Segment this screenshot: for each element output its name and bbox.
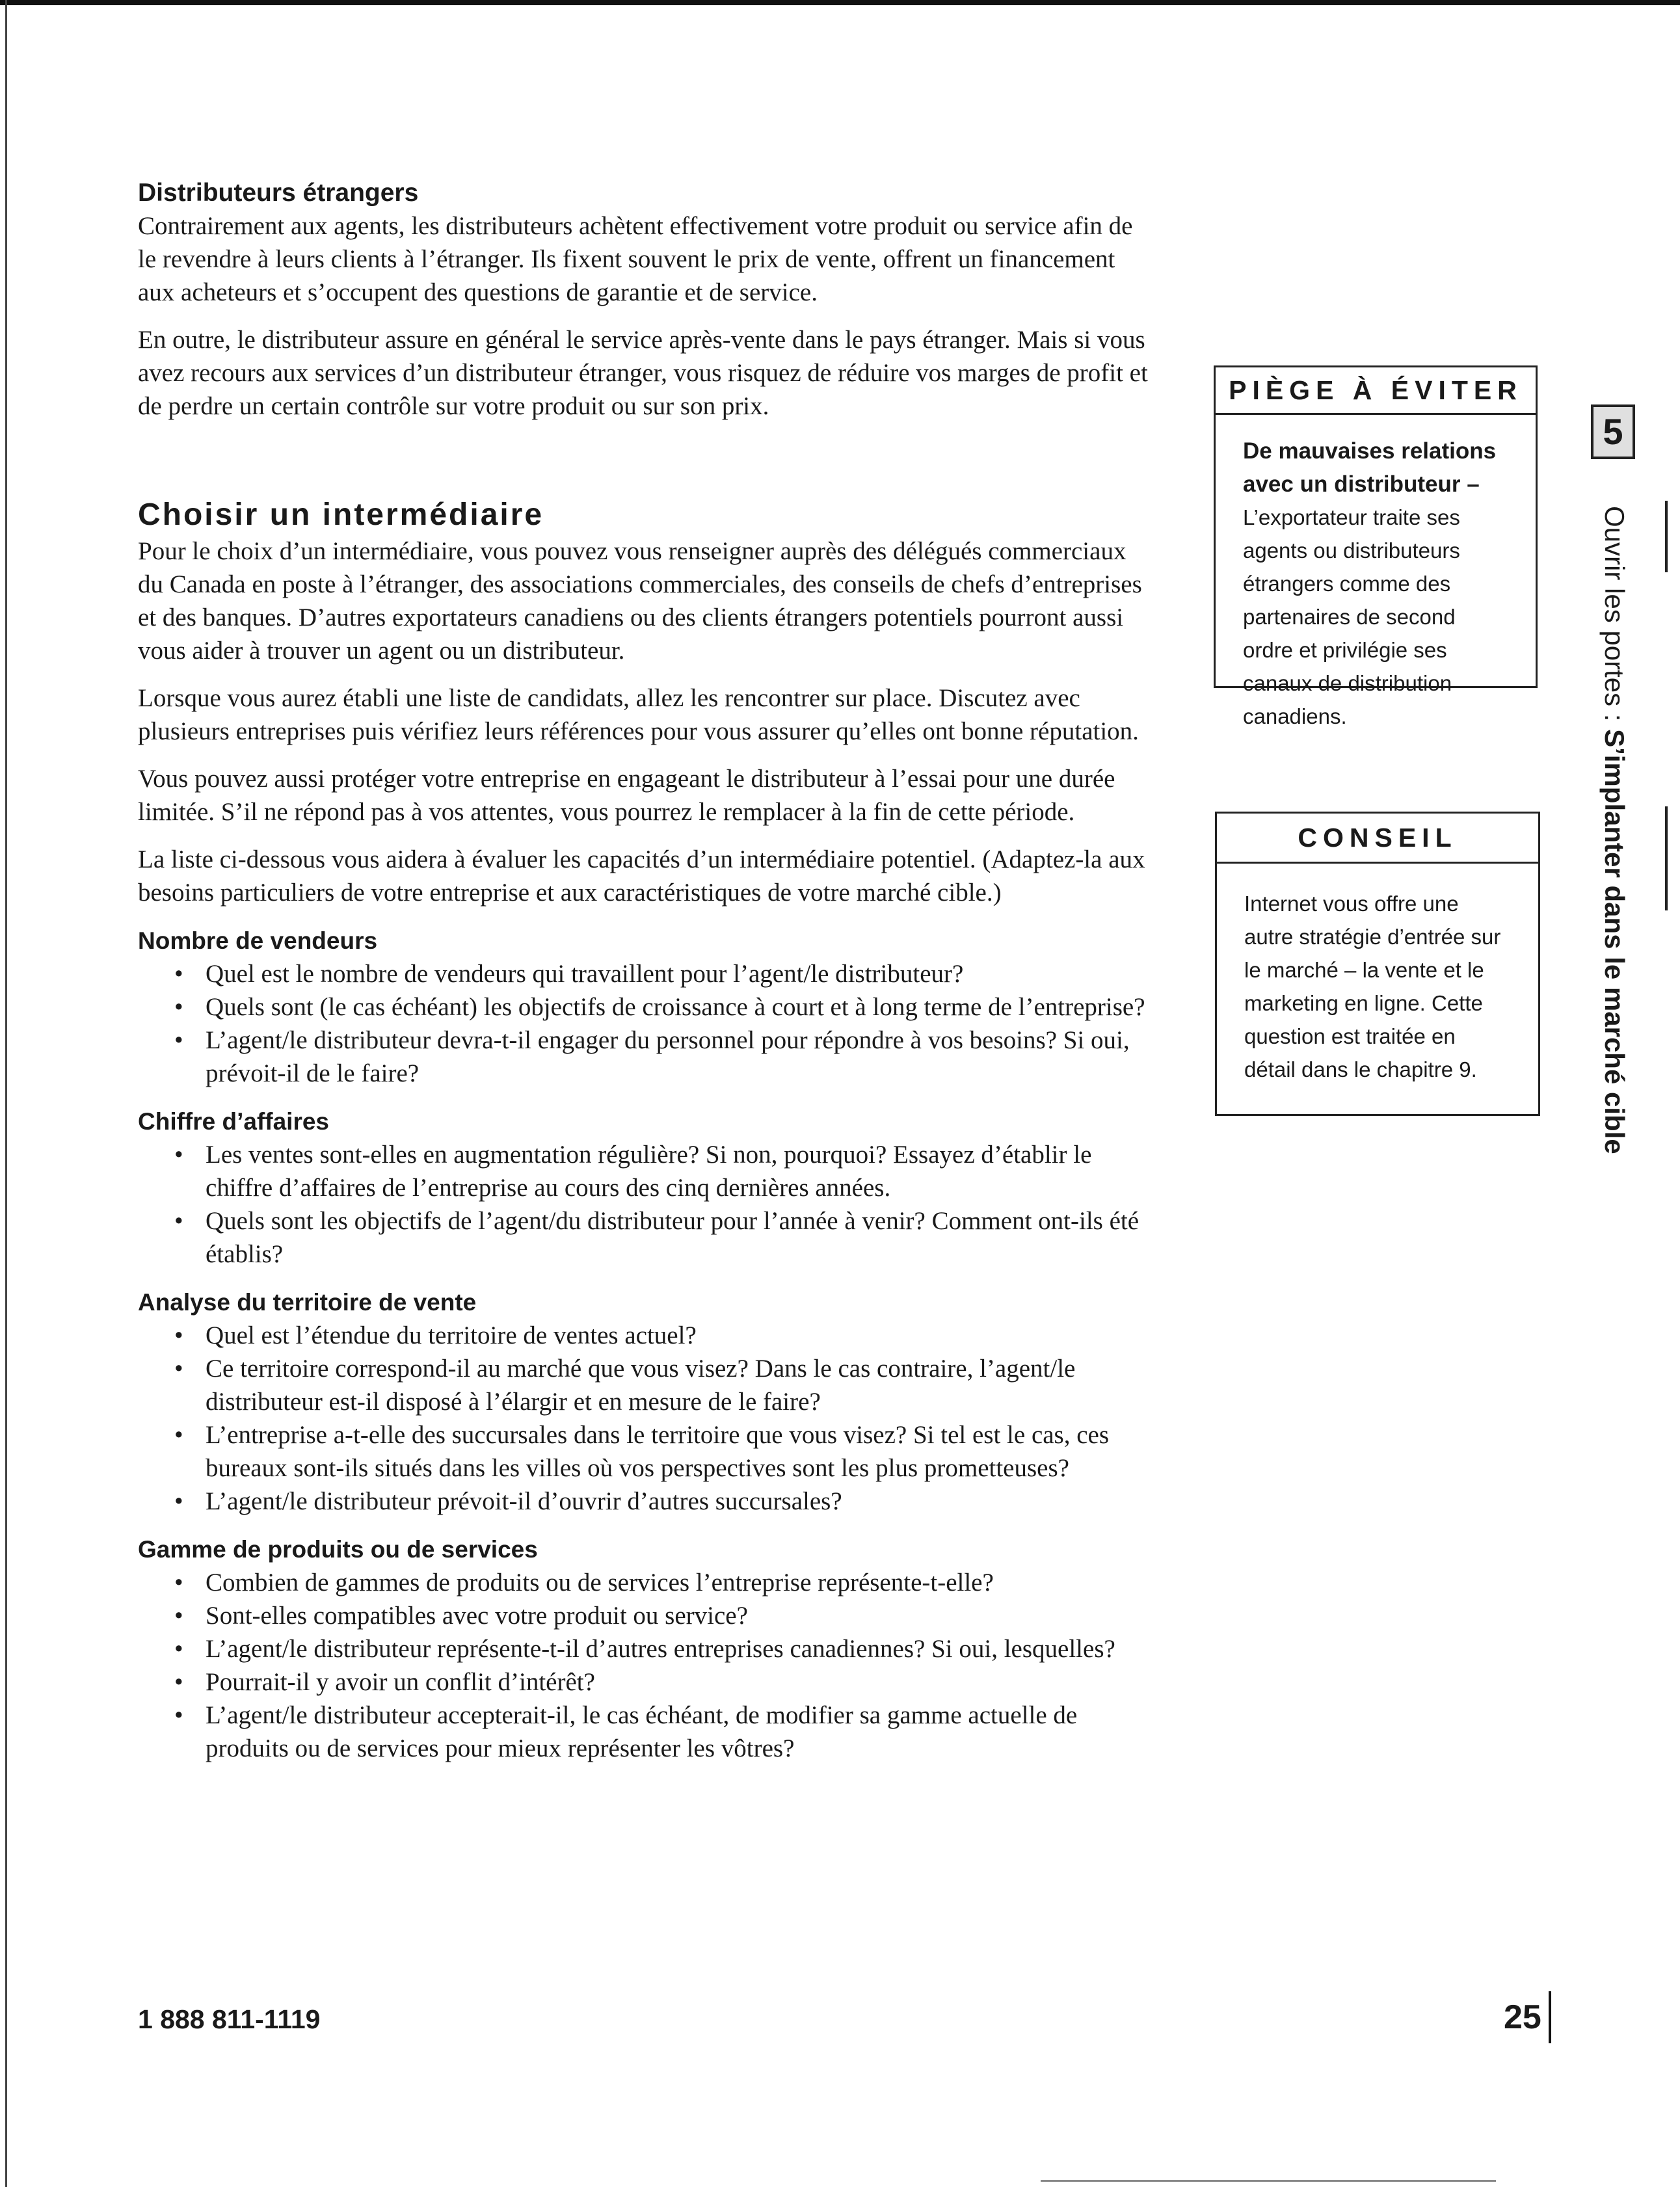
chapter-side-bold: S’implanter dans le marché cible xyxy=(1599,729,1630,1154)
page-number-bar xyxy=(1549,1991,1551,2043)
list-item: • Sont-elles compatibles avec votre produit ou service? xyxy=(206,1599,1153,1632)
chapter-number-badge: 5 xyxy=(1591,404,1635,459)
tip-box-title: CONSEIL xyxy=(1217,814,1538,864)
list-item: • Les ventes sont-elles en augmentation régulière? Si non, pourquoi? Essayez d’établir le chiffre d’affaires de l’entreprise au cours des cinq dernières années. xyxy=(206,1138,1153,1204)
section-heading-distributors: Distributeurs étrangers xyxy=(138,179,419,207)
side-divider xyxy=(1665,501,1668,572)
paragraph: Vous pouvez aussi protéger votre entreprise en engageant le distributeur à l’essai pour une durée limitée. S’il ne répond pas à vos attentes, vous pourrez le remplacer à la fin de cette période. xyxy=(138,765,1115,826)
chapter-side-light: Ouvrir les portes : xyxy=(1599,506,1630,722)
list-item: • L’agent/le distributeur représente-t-il d’autres entreprises canadiennes? Si oui, lesquelles? xyxy=(206,1632,1153,1665)
list-item: • Ce territoire correspond-il au marché que vous visez? Dans le cas contraire, l’agent/le distributeur est-il disposé à l’élargir et en mesure de le faire? xyxy=(206,1352,1153,1418)
bullet-list xyxy=(138,1319,1153,1518)
tip-box-text: Internet vous offre une autre stratégie d’entrée sur le marché – la vente et le marketing en ligne. Cette question est traitée en détail dans le chapitre 9. xyxy=(1244,892,1501,1081)
paragraph: Contrairement aux agents, les distributeurs achètent effectivement votre produit ou service afin de le revendre à leurs clients à l’étranger. Ils fixent souvent le prix de vente, offrent un financement aux acheteurs et s’occupent des questions de garantie et de service. xyxy=(138,212,1133,306)
bullet-list xyxy=(138,957,1153,1090)
list-heading: Chiffre d’affaires xyxy=(138,1108,330,1135)
chapter-side-title xyxy=(1567,506,1633,1154)
list-item: • Pourrait-il y avoir un conflit d’intérêt? xyxy=(206,1665,1153,1699)
trap-box-text: L’exportateur traite ses agents ou distributeurs étrangers comme des partenaires de second ordre et privilégie ses canaux de distribution canadiens. xyxy=(1243,505,1460,728)
trap-box xyxy=(1214,365,1538,728)
list-heading: Nombre de vendeurs xyxy=(138,927,378,954)
top-rule xyxy=(0,0,1680,5)
paragraph: En outre, le distributeur assure en général le service après-vente dans le pays étranger. Mais si vous avez recours aux services d’un distributeur étranger, vous risquez de réduire vos marges de profit et de perdre un certain contrôle sur votre produit ou sur son prix. xyxy=(138,326,1148,420)
bottom-rule xyxy=(1041,2180,1496,2182)
paragraph: Pour le choix d’un intermédiaire, vous pouvez vous renseigner auprès des délégués commerciaux du Canada en poste à l’étranger, des associations commerciales, des conseils de chefs d’entreprises et des banques. D’autres exportateurs canadiens ou des clients étrangers potentiels pourront aussi vous aider à trouver un agent ou un distributeur. xyxy=(138,537,1142,665)
list-item: • Quel est l’étendue du territoire de ventes actuel? xyxy=(206,1319,1153,1352)
list-item: • L’agent/le distributeur devra-t-il engager du personnel pour répondre à vos besoins? Si oui, prévoit-il de le faire? xyxy=(206,1024,1153,1090)
list-item: • L’agent/le distributeur prévoit-il d’ouvrir d’autres succursales? xyxy=(206,1485,1153,1518)
trap-box-content xyxy=(1216,415,1536,733)
trap-box-title: PIÈGE À ÉVITER xyxy=(1216,367,1536,415)
list-item: • Quels sont (le cas échéant) les objectifs de croissance à court et à long terme de l’entreprise? xyxy=(206,990,1153,1024)
list-item: • L’entreprise a-t-elle des succursales dans le territoire que vous visez? Si tel est le cas, ces bureaux sont-ils situés dans les villes où vos perspectives sont les plus prometteuses? xyxy=(206,1418,1153,1485)
paragraph: Lorsque vous aurez établi une liste de candidats, allez les rencontrer sur place. Discutez avec plusieurs entreprises puis vérifiez leurs références pour vous assurer qu’elles ont bonne réputation. xyxy=(138,684,1139,745)
footer-phone: 1 888 811-1119 xyxy=(138,2004,321,2034)
list-item: • Quels sont les objectifs de l’agent/du distributeur pour l’année à venir? Comment ont-ils été établis? xyxy=(206,1204,1153,1271)
list-heading: Gamme de produits ou de services xyxy=(138,1536,538,1563)
section-heading-intermediary: Choisir un intermédiaire xyxy=(138,497,544,532)
tip-box xyxy=(1215,812,1540,1116)
left-rule xyxy=(5,0,7,2187)
page-number: 25 xyxy=(1504,1998,1541,2036)
paragraph: La liste ci-dessous vous aidera à évaluer les capacités d’un intermédiaire potentiel. (Adaptez-la aux besoins particuliers de votre entreprise et aux caractéristiques de votre marché cible.) xyxy=(138,845,1145,907)
trap-box-lead: De mauvaises relations avec un distributeur – xyxy=(1243,438,1497,497)
list-heading: Analyse du territoire de vente xyxy=(138,1289,477,1316)
list-item: • Combien de gammes de produits ou de services l’entreprise représente-t-elle? xyxy=(206,1566,1153,1599)
list-item: • Quel est le nombre de vendeurs qui travaillent pour l’agent/le distributeur? xyxy=(206,957,1153,990)
bullet-list xyxy=(138,1138,1153,1271)
list-item: • L’agent/le distributeur accepterait-il, le cas échéant, de modifier sa gamme actuelle de produits ou de services pour mieux représenter les vôtres? xyxy=(206,1699,1153,1765)
main-column xyxy=(138,177,1153,1765)
side-divider xyxy=(1665,806,1668,910)
bullet-list xyxy=(138,1566,1153,1765)
